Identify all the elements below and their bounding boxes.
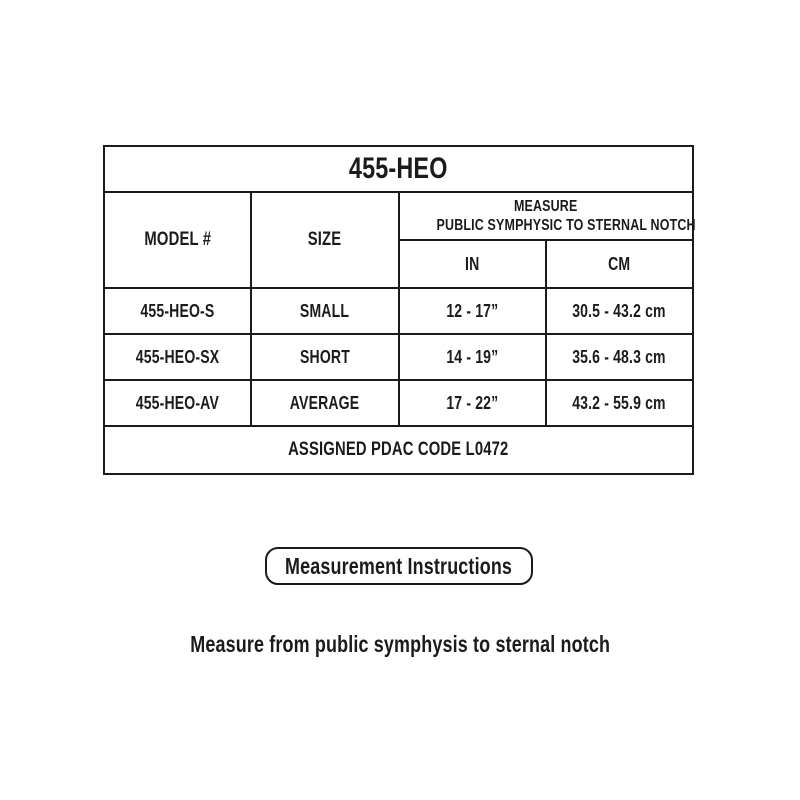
pdac-code-label: ASSIGNED PDAC CODE L0472 <box>288 439 509 460</box>
column-header-model-label: MODEL # <box>144 229 211 250</box>
cm-cell <box>546 380 693 426</box>
cm-value: 30.5 - 43.2 cm <box>572 300 667 321</box>
cm-value: 35.6 - 48.3 cm <box>572 346 667 367</box>
column-header-size <box>251 192 398 288</box>
size-cell <box>251 334 398 380</box>
measure-header-line1: MEASURE <box>513 197 578 215</box>
in-value: 14 - 19” <box>446 346 499 367</box>
instruction-text-label: Measure from public symphysis to sternal notch <box>190 631 610 657</box>
cm-cell <box>546 288 693 334</box>
pdac-code-row <box>104 426 693 474</box>
table-title-cell <box>104 146 693 192</box>
table-title: 455-HEO <box>349 152 448 185</box>
model-value: 455-HEO-SX <box>135 346 220 367</box>
column-header-cm-label: CM <box>608 253 631 274</box>
model-value: 455-HEO-S <box>140 300 215 321</box>
measurement-instructions-label: Measurement Instructions <box>285 552 513 579</box>
model-cell <box>104 288 251 334</box>
column-header-model <box>104 192 251 288</box>
model-cell <box>104 380 251 426</box>
model-value: 455-HEO-AV <box>136 392 220 413</box>
pdac-code-cell <box>104 426 693 474</box>
size-cell <box>251 288 398 334</box>
measurement-instructions-button[interactable] <box>265 547 533 585</box>
table-row <box>104 334 693 380</box>
instruction-text <box>0 631 800 658</box>
column-header-row <box>104 192 693 240</box>
size-chart-table <box>103 145 694 475</box>
column-header-measure <box>399 192 694 240</box>
size-value: AVERAGE <box>290 392 360 413</box>
column-header-in-label: IN <box>464 253 480 274</box>
column-header-in <box>399 240 546 288</box>
column-header-cm <box>546 240 693 288</box>
table-row <box>104 380 693 426</box>
in-cell <box>399 380 546 426</box>
table-row <box>104 288 693 334</box>
in-cell <box>399 334 546 380</box>
size-value: SHORT <box>299 346 350 367</box>
size-value: SMALL <box>300 300 350 321</box>
model-cell <box>104 334 251 380</box>
table-title-row <box>104 146 693 192</box>
column-header-size-label: SIZE <box>308 229 342 250</box>
cm-cell <box>546 334 693 380</box>
cm-value: 43.2 - 55.9 cm <box>572 392 667 413</box>
size-cell <box>251 380 398 426</box>
in-cell <box>399 288 546 334</box>
in-value: 12 - 17” <box>446 300 499 321</box>
measure-header-line2: PUBLIC SYMPHYSIC TO STERNAL NOTCH <box>436 217 696 234</box>
in-value: 17 - 22” <box>446 392 499 413</box>
